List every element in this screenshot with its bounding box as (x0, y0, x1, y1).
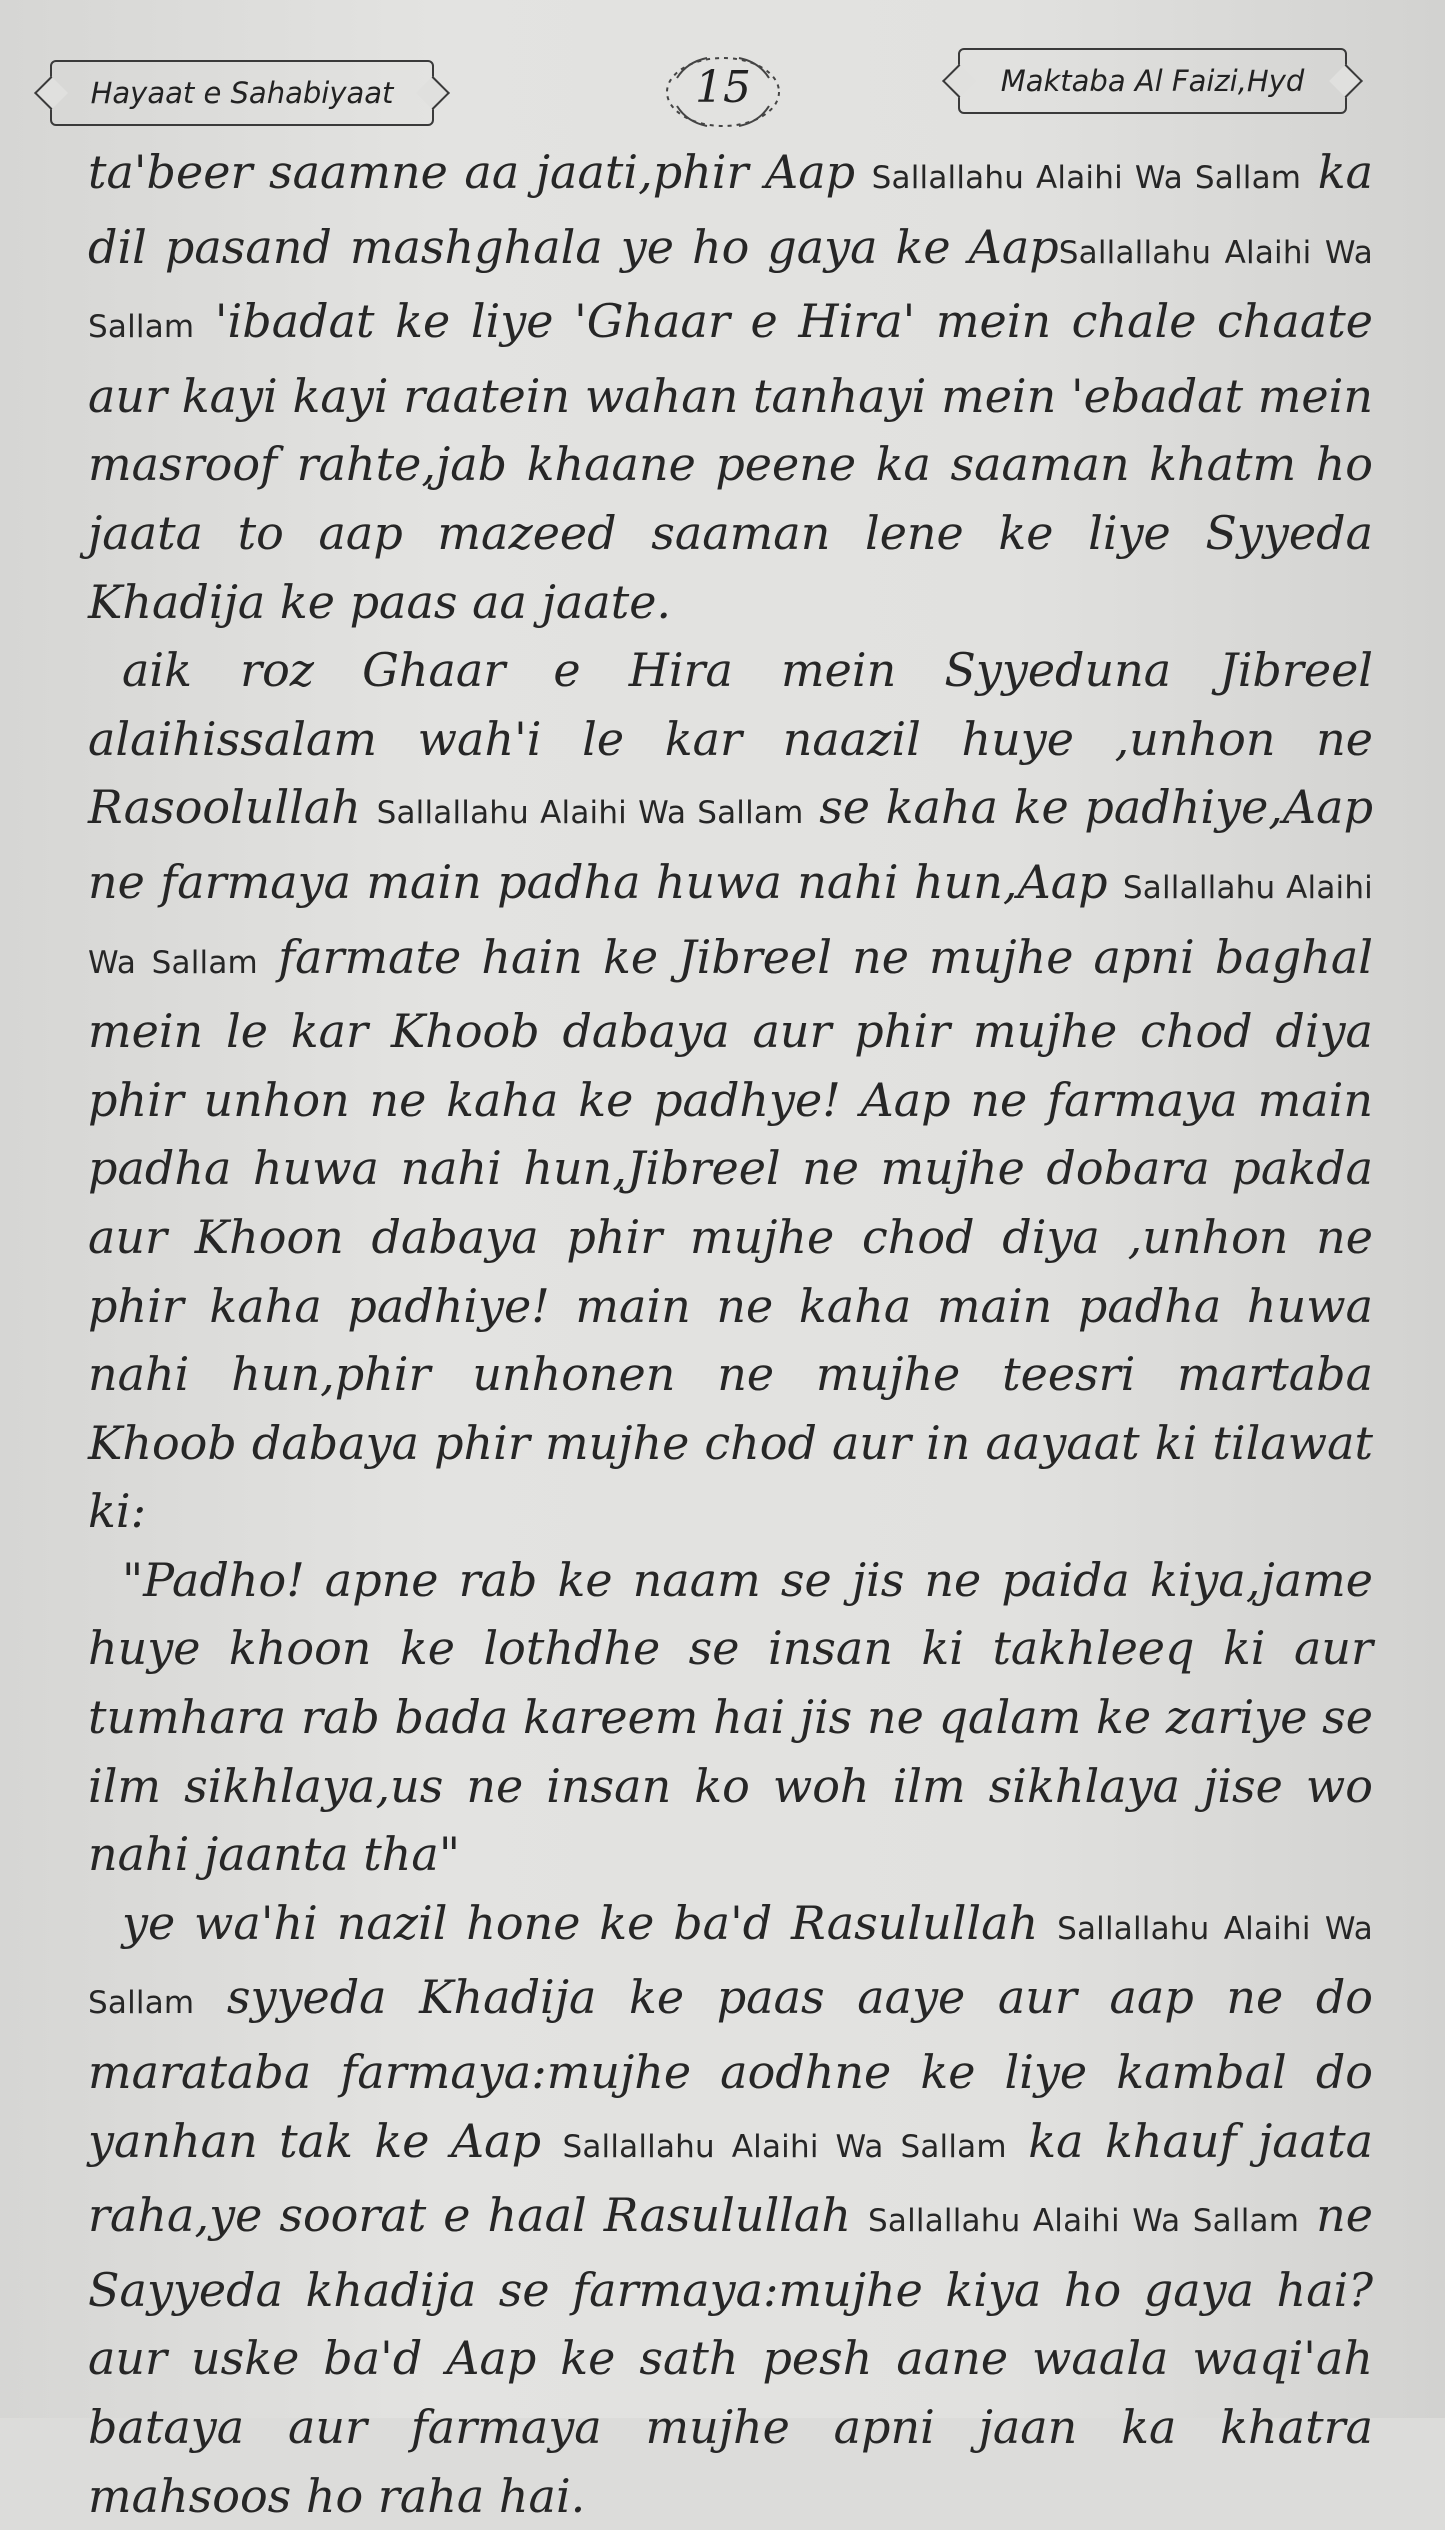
paragraph-2: aik roz Ghaar e Hira mein Syyeduna Jibreel alaihissalam wah'i le kar naazil huye ,unhon ne Rasoolullah Sallallahu Alaihi Wa Sallam se kaha ke padhiye,Aap ne farmaya main padha huwa nahi hun,Aap Sallallahu Alaihi Wa Sallam farmate hain ke Jibreel ne mujhe apni baghal mein le kar Khoob dabaya aur phir mujhe chod diya phir unhon ne kaha ke padhye! Aap ne farmaya main padha huwa nahi hun,Jibreel ne mujhe dobara pakda aur Khoon dabaya phir mujhe chod diya ,unhon ne phir kaha padhiye! main ne kaha main padha huwa nahi hun,phir unhonen ne mujhe teesri martaba Khoob dabaya phir mujhe chod aur in aayaat ki tilawat ki: (88, 643, 1374, 1539)
page-body-text (88, 138, 1373, 2530)
paragraph-1: ta'beer saamne aa jaati,phir Aap Sallallahu Alaihi Wa Sallam ka dil pasand mashghala ye ho gaya ke AapSallallahu Alaihi Wa Sallam 'ibadat ke liye 'Ghaar e Hira' mein chale chaate aur kayi kayi raatein wahan tanhayi mein 'ebadat mein masroof rahte,jab khaane peene ka saaman khatm ho jaata to aap mazeed saaman lene ke liye Syyeda Khadija ke paas aa jaate. (88, 145, 1374, 629)
paragraph-4: ye wa'hi nazil hone ke ba'd Rasulullah Sallallahu Alaihi Wa Sallam syyeda Khadija ke paas aaye aur aap ne do marataba farmaya:mujhe aodhne ke liye kambal do yanhan tak ke Aap Sallallahu Alaihi Wa Sallam ka khauf jaata raha,ye soorat e haal Rasulullah Sallallahu Alaihi Wa Sallam ne Sayyeda khadija se farmaya:mujhe kiya ho gaya hai?aur uske ba'd Aap ke sath pesh aane waala waqi'ah bataya aur farmaya mujhe apni jaan ka khatra mahsoos ho raha hai. (88, 1895, 1374, 2523)
header-book-title (50, 60, 434, 126)
header-publisher-text: Maktaba Al Faizi,Hyd (1000, 64, 1305, 98)
quote-paragraph: "Padho! apne rab ke naam se jis ne paida kiya,jame huye khoon ke lothdhe se insan ki takhleeq ki aur tumhara rab bada kareem hai jis ne qalam ke zariye se ilm sikhlaya,us ne insan ko woh ilm sikhlaya jise wo nahi jaanta tha" (88, 1552, 1373, 1882)
page-number: 15 (695, 62, 751, 113)
page-number-badge (657, 48, 789, 136)
header-book-title-text: Hayaat e Sahabiyaat (90, 76, 394, 110)
header-publisher (958, 48, 1347, 114)
